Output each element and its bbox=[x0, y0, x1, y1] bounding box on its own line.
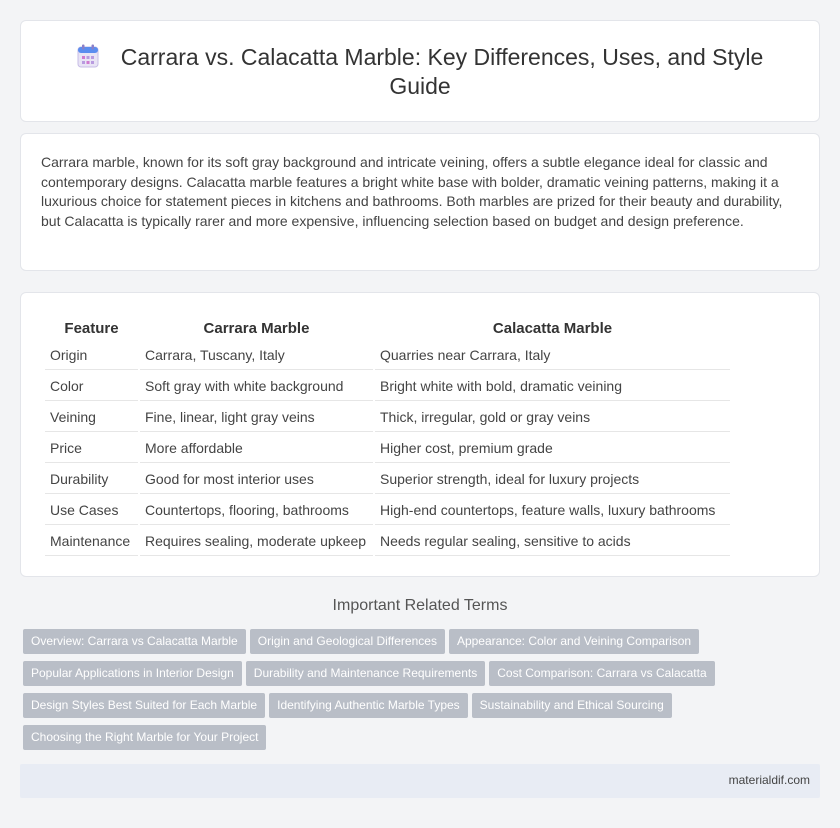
calacatta-cell: High-end countertops, feature walls, luxury bathrooms bbox=[375, 496, 730, 525]
header-feature: Feature bbox=[64, 319, 119, 337]
related-term-tag[interactable]: Origin and Geological Differences bbox=[250, 629, 445, 654]
comparison-table-card bbox=[20, 292, 820, 577]
feature-cell: Color bbox=[45, 372, 138, 401]
related-term-tag[interactable]: Durability and Maintenance Requirements bbox=[246, 661, 485, 686]
page-title: Carrara vs. Calacatta Marble: Key Differences, Uses, and Style Guide bbox=[120, 44, 764, 99]
tag-row bbox=[23, 629, 803, 661]
carrara-cell: Requires sealing, moderate upkeep bbox=[140, 527, 373, 556]
carrara-cell: Fine, linear, light gray veins bbox=[140, 403, 373, 432]
related-term-tag[interactable]: Design Styles Best Suited for Each Marble bbox=[23, 693, 265, 718]
related-term-tag[interactable]: Choosing the Right Marble for Your Project bbox=[23, 725, 266, 750]
related-terms-list bbox=[23, 629, 803, 757]
feature-cell: Origin bbox=[45, 341, 138, 370]
carrara-cell: Good for most interior uses bbox=[140, 465, 373, 494]
table-row bbox=[45, 434, 730, 463]
header-card bbox=[20, 20, 820, 122]
header-carrara: Carrara Marble bbox=[203, 319, 310, 337]
related-term-tag[interactable]: Overview: Carrara vs Calacatta Marble bbox=[23, 629, 246, 654]
carrara-cell: Soft gray with white background bbox=[140, 372, 373, 401]
carrara-cell: More affordable bbox=[140, 434, 373, 463]
table-row bbox=[45, 372, 730, 401]
table-header-row bbox=[45, 317, 730, 339]
carrara-cell: Countertops, flooring, bathrooms bbox=[140, 496, 373, 525]
related-term-tag[interactable]: Sustainability and Ethical Sourcing bbox=[472, 693, 672, 718]
header-calacatta: Calacatta Marble bbox=[492, 319, 613, 337]
intro-card bbox=[20, 133, 820, 271]
comparison-table bbox=[43, 315, 732, 558]
calacatta-cell: Higher cost, premium grade bbox=[375, 434, 730, 463]
page-title-wrap bbox=[61, 43, 779, 101]
calacatta-cell: Needs regular sealing, sensitive to acids bbox=[375, 527, 730, 556]
tag-row bbox=[23, 661, 803, 693]
intro-paragraph: Carrara marble, known for its soft gray background and intricate veining, offers a subtle elegance ideal for classic and contemporary designs. Calacatta marble features a bright white base with bolder, dramatic veining patterns, making it a luxurious choice for statement pieces in kitchens and bathrooms. Both marbles are prized for their beauty and durability, but Calacatta is typically rarer and more expensive, influencing selection based on budget and design preference. bbox=[41, 154, 783, 229]
table-row bbox=[45, 496, 730, 525]
calacatta-cell: Thick, irregular, gold or gray veins bbox=[375, 403, 730, 432]
feature-cell: Veining bbox=[45, 403, 138, 432]
calacatta-cell: Bright white with bold, dramatic veining bbox=[375, 372, 730, 401]
tag-row bbox=[23, 725, 803, 757]
table-row bbox=[45, 341, 730, 370]
calacatta-cell: Quarries near Carrara, Italy bbox=[375, 341, 730, 370]
related-term-tag[interactable]: Popular Applications in Interior Design bbox=[23, 661, 242, 686]
table-row bbox=[45, 403, 730, 432]
footer-site-link[interactable]: materialdif.com bbox=[728, 773, 810, 787]
feature-cell: Use Cases bbox=[45, 496, 138, 525]
feature-cell: Maintenance bbox=[45, 527, 138, 556]
related-term-tag[interactable]: Appearance: Color and Veining Comparison bbox=[449, 629, 699, 654]
related-term-tag[interactable]: Cost Comparison: Carrara vs Calacatta bbox=[489, 661, 714, 686]
feature-cell: Price bbox=[45, 434, 138, 463]
feature-cell: Durability bbox=[45, 465, 138, 494]
table-row bbox=[45, 527, 730, 556]
carrara-cell: Carrara, Tuscany, Italy bbox=[140, 341, 373, 370]
related-term-tag[interactable]: Identifying Authentic Marble Types bbox=[269, 693, 468, 718]
footer bbox=[20, 764, 820, 798]
calacatta-cell: Superior strength, ideal for luxury projects bbox=[375, 465, 730, 494]
related-terms-title: Important Related Terms bbox=[332, 597, 508, 614]
table-row bbox=[45, 465, 730, 494]
tag-row bbox=[23, 693, 803, 725]
calendar-icon bbox=[77, 44, 99, 68]
